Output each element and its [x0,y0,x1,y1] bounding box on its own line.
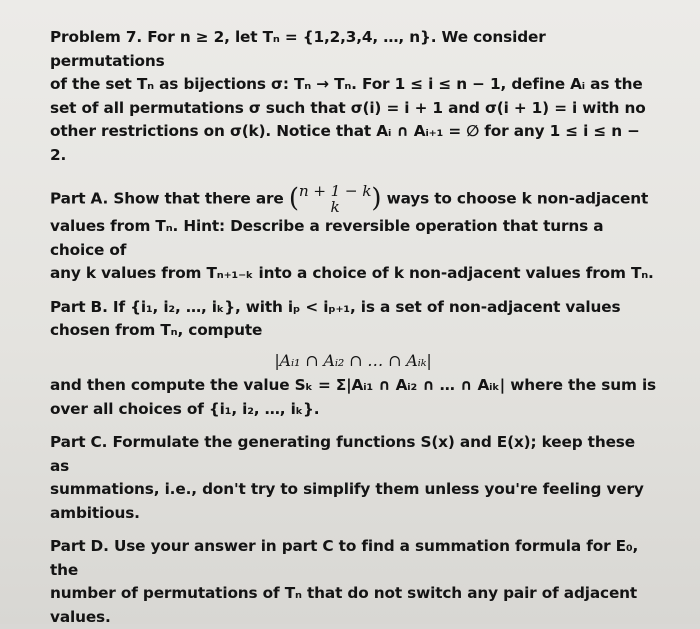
part-d-line-3: values. [50,606,656,629]
part-d [50,535,656,629]
problem-line-1 [50,26,656,73]
problem-line-1-text: For n ≥ 2, let Tₙ = {1,2,3,4, …, n}. We consider permutations [50,28,546,70]
problem-heading: Problem 7. [50,28,142,46]
problem-line-5: 2. [50,144,656,168]
binom-bottom: k [331,198,340,216]
problem-statement [50,26,656,167]
part-b [50,296,656,422]
intersection-formula: |Aᵢ₁ ∩ Aᵢ₂ ∩ … ∩ Aᵢₖ| [50,343,656,375]
part-b-line-3: and then compute the value Sₖ = Σ|Aᵢ₁ ∩ Aᵢ₂ ∩ … ∩ Aᵢₖ| where the sum is [50,374,656,398]
part-b-line-1: Part B. If {i₁, i₂, …, iₖ}, with iₚ < iₚ₊₁, is a set of non-adjacent values [50,296,656,320]
part-a [50,183,656,286]
part-b-line-4: over all choices of {i₁, i₂, …, iₖ}. [50,398,656,422]
part-c-line-3: ambitious. [50,502,656,526]
part-c-line-2: summations, i.e., don't try to simplify them unless you're feeling very [50,478,656,502]
binomial-coefficient: (n + 1 − k k ) [289,183,382,215]
problem-line-3: set of all permutations σ such that σ(i) = i + 1 and σ(i + 1) = i with no [50,97,656,121]
problem-line-4: other restrictions on σ(k). Notice that Aᵢ ∩ Aᵢ₊₁ = ∅ for any 1 ≤ i ≤ n − [50,120,656,144]
part-a-line-2: values from Tₙ. Hint: Describe a reversible operation that turns a choice of [50,215,656,262]
problem-line-2: of the set Tₙ as bijections σ: Tₙ → Tₙ. For 1 ≤ i ≤ n − 1, define Aᵢ as the [50,73,656,97]
part-a-prefix: Part A. Show that there are [50,190,284,208]
part-c-line-1: Part C. Formulate the generating functions S(x) and E(x); keep these as [50,431,656,478]
part-d-line-2: number of permutations of Tₙ that do not switch any pair of adjacent [50,582,656,606]
binom-top: n + 1 − k [299,182,372,200]
part-b-line-2: chosen from Tₙ, compute [50,319,656,343]
part-a-line-3: any k values from Tₙ₊₁₋ₖ into a choice of k non-adjacent values from Tₙ. [50,262,656,286]
part-a-suffix: ways to choose k non-adjacent [387,190,649,208]
part-c [50,431,656,525]
part-a-line-1 [50,183,656,215]
part-d-line-1: Part D. Use your answer in part C to find a summation formula for E₀, the [50,535,656,582]
